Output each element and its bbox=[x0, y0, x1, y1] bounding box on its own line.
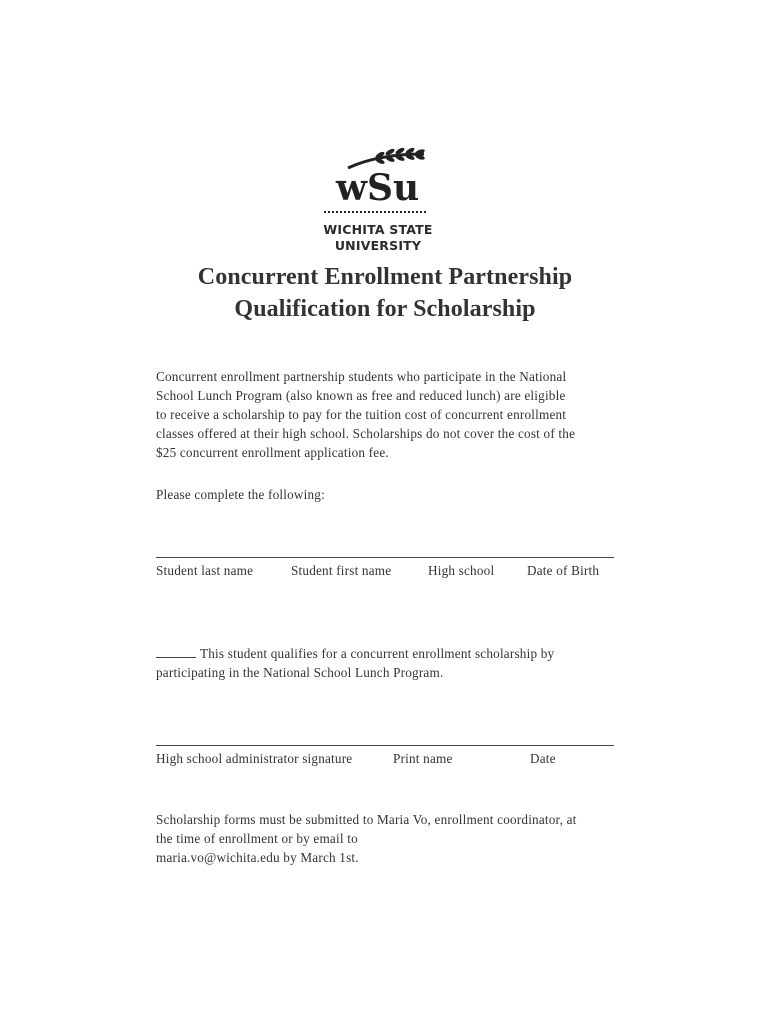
page-title-line1: Concurrent Enrollment Partnership bbox=[197, 264, 573, 290]
footer-line: the time of enrollment or by email to bbox=[156, 831, 358, 846]
submission-note bbox=[156, 810, 626, 867]
print-name-label: Print name bbox=[393, 751, 453, 766]
intro-line: Concurrent enrollment partnership students who participate in the National bbox=[156, 369, 567, 384]
wsu-logo bbox=[318, 146, 438, 254]
qualification-line1: This student qualifies for a concurrent enrollment scholarship by bbox=[200, 646, 555, 661]
date-of-birth-label: Date of Birth bbox=[527, 563, 600, 578]
student-info-line[interactable] bbox=[156, 557, 614, 558]
qualification-line2: participating in the National School Lunch Program. bbox=[156, 665, 444, 680]
intro-line: to receive a scholarship to pay for the tuition cost of concurrent enrollment bbox=[156, 407, 567, 422]
intro-paragraph bbox=[156, 367, 626, 462]
date-label: Date bbox=[530, 751, 556, 766]
logo-name-line2: UNIVERSITY bbox=[334, 238, 422, 253]
footer-line: Scholarship forms must be submitted to Maria Vo, enrollment coordinator, at bbox=[156, 812, 577, 827]
admin-signature-label: High school administrator signature bbox=[156, 751, 353, 766]
high-school-label: High school bbox=[428, 563, 495, 578]
qualification-checkbox-blank[interactable] bbox=[156, 647, 196, 658]
logo-mark: wSu bbox=[336, 167, 420, 209]
intro-line: School Lunch Program (also known as free and reduced lunch) are eligible bbox=[156, 388, 566, 403]
student-first-name-label: Student first name bbox=[291, 563, 392, 578]
footer-line: maria.vo@wichita.edu by March 1st. bbox=[156, 850, 359, 865]
student-last-name-label: Student last name bbox=[156, 563, 254, 578]
instruction-text: Please complete the following: bbox=[156, 487, 325, 502]
intro-line: classes offered at their high school. Scholarships do not cover the cost of the bbox=[156, 426, 576, 441]
wheat-stalk-icon bbox=[318, 146, 438, 216]
qualification-statement bbox=[156, 644, 626, 682]
logo-name-line1: WICHITA STATE bbox=[323, 222, 433, 237]
page-title-line2: Qualification for Scholarship bbox=[234, 296, 536, 322]
admin-signature-line[interactable] bbox=[156, 745, 614, 746]
intro-line: $25 concurrent enrollment application fee. bbox=[156, 445, 389, 460]
